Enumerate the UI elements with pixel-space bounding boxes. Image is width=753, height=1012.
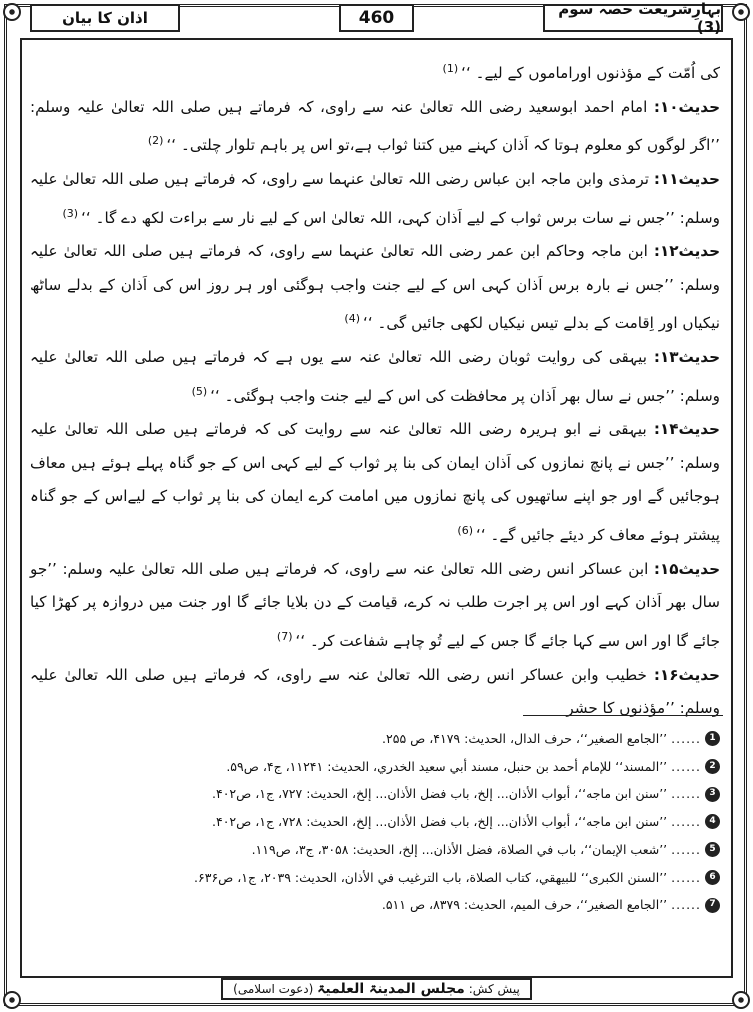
footer-box: [221, 978, 532, 1000]
footnote-reference: (1): [442, 62, 459, 75]
page-number: 460: [339, 4, 414, 32]
footnote-number: 1: [705, 731, 720, 746]
footnote-leader: ......: [671, 758, 701, 774]
hadith-paragraph: [30, 91, 720, 163]
hadith-label: حدیث۱۴:: [653, 420, 720, 439]
footer-publisher: مجلس المدینۃ العلمیۃ: [317, 981, 465, 997]
footnote-item: [30, 836, 720, 864]
hadith-label: حدیث۱۲:: [653, 242, 721, 261]
footnote-number: 5: [705, 842, 720, 857]
hadith-text: بیہقی کی روایت ثوبان رضی اللہ تعالیٰ عنہ سے یوں ہے کہ فرماتے ہیں صلی اللہ تعالیٰ علیہ وسلم: ’’جس نے سال بھر اَذان پر محافظت کی اس کے لیے جنت واجب ہوگئی۔ ‘‘: [30, 348, 720, 405]
hadith-label: حدیث۱۳:: [653, 348, 721, 366]
footnote-leader: ......: [671, 869, 701, 885]
footnote-text: ’’سنن ابن ماجه‘‘، أبواب الأذان... إلخ، باب فضل الأذان... إلخ، الحدیث: ۷۲۷، ج۱، ص۴۰۲.: [212, 786, 668, 802]
hadith-text: خطیب وابن عساکر انس رضی اللہ تعالیٰ عنہ سے راوی، کہ فرماتے ہیں صلی اللہ تعالیٰ علیہ وسلم: ’’مؤذنوں کا حشر: [30, 665, 720, 718]
footnote-item: [30, 891, 720, 919]
footnote-number: 4: [705, 814, 720, 829]
page-footer: [0, 978, 753, 1004]
footnote-item: [30, 725, 720, 753]
hadith-text: ابن عساکر انس رضی اللہ تعالیٰ عنہ سے راوی، کہ فرماتے ہیں صلی اللہ تعالیٰ علیہ وسلم: ’’جو سال بھر اَذان کہے اور اس پر اجرت طلب نہ کرے، قیامت کے دن بلایا جائے گا اور جنت میں دروازہ پر کھڑا کیا جائے گا اور اس سے کہا جائے گا جس کے لیے تُو چاہے شفاعت کر۔ ‘‘: [30, 559, 720, 650]
footnote-reference: (2): [147, 134, 164, 148]
footnote-item: [30, 864, 720, 892]
hadith-paragraph: [30, 235, 720, 341]
footnote-text: ’’الجامع الصغیر‘‘، حرف المیم، الحدیث: ۸۳۷۹، ص ۵۱۱.: [381, 897, 668, 913]
hadith-paragraph: [30, 341, 720, 413]
hadith-paragraph: [30, 52, 720, 91]
hadith-text: کی اُمّت کے مؤذنوں اوراماموں کے لیے۔ ‘‘: [461, 64, 720, 83]
hadith-text: ترمذی وابن ماجہ ابن عباس رضی اللہ تعالیٰ عنہما سے راوی، کہ فرماتے ہیں صلی اللہ تعالیٰ علیہ وسلم: ’’جس نے سات برس ثواب کے لیے اَذان کہی، اللہ تعالیٰ اس کے لیے نار سے براءت لکھ دے گا۔ ‘‘: [30, 169, 720, 227]
footnote-reference: (3): [62, 206, 79, 220]
footnote-item: [30, 808, 720, 836]
footnote-text: ’’الجامع الصغیر‘‘، حرف الدال، الحدیث: ۴۱۷۹، ص ۲۵۵.: [382, 731, 668, 746]
footnotes: [30, 725, 720, 919]
corner-ornament-top-left: [3, 3, 21, 21]
footnote-item: [30, 753, 720, 781]
footnote-number: 2: [705, 759, 720, 774]
footnote-reference: (6): [457, 524, 474, 538]
footnote-leader: ......: [671, 814, 701, 830]
hadith-paragraph: [30, 413, 720, 552]
footnote-leader: ......: [671, 897, 701, 913]
hadith-paragraph: [30, 553, 720, 659]
footnote-number: 7: [705, 898, 720, 913]
hadith-label: حدیث۱۵:: [653, 559, 721, 578]
footnote-leader: ......: [671, 731, 701, 746]
footnote-reference: (4): [344, 312, 361, 326]
book-title: بہارِشریعت حصہ سوم (3): [543, 4, 723, 32]
hadith-label: حدیث۱۱:: [653, 169, 720, 188]
footnote-text: ’’سنن ابن ماجه‘‘، أبواب الأذان... إلخ، باب فضل الأذان... إلخ، الحدیث: ۷۲۸، ج۱، ص۴۰۲.: [212, 814, 668, 830]
footnote-leader: ......: [671, 786, 701, 802]
footnote-text: ’’المسند‘‘ للإمام أحمد بن حنبل، مسند أبي سعید الخدري، الحدیث: ۱۱۲۴۱، ج۴، ص۵۹.: [226, 758, 668, 774]
footer-org: (دعوت اسلامی): [233, 982, 314, 996]
hadith-text: امام احمد ابوسعید رضی اللہ تعالیٰ عنہ سے راوی، کہ فرماتے ہیں صلی اللہ تعالیٰ علیہ وسلم: ’’اگر لوگوں کو معلوم ہوتا کہ اَذان کہنے میں کتنا ثواب ہے،تو اس پر باہم تلوار چلتی۔ ‘‘: [30, 97, 720, 155]
hadith-label: حدیث۱۶:: [653, 665, 720, 684]
page-body: [30, 52, 720, 726]
footnote-number: 6: [705, 870, 720, 885]
hadith-text: بیہقی نے ابو ہریرہ رضی اللہ تعالیٰ عنہ سے روایت کی کہ فرماتے ہیں صلی اللہ تعالیٰ علیہ وسلم: ’’جس نے پانچ نمازوں کی اَذان ایمان کی بنا پر ثواب کے لیے کہی اس کے جو گناہ پہلے ہوئے ہیں معاف ہوجائیں گے اور جو اپنے ساتھیوں کی پانچ نمازوں میں امامت کرے ایمان کی بنا پر ثواب کے لیےاس کے جو گناہ پیشتر ہوئے معاف کر دیئے جائیں گے۔ ‘‘: [30, 420, 720, 545]
footnote-reference: (7): [276, 629, 293, 643]
chapter-title: اذان کا بیان: [30, 4, 180, 32]
footnote-item: [30, 780, 720, 808]
footnote-text: ’’شعب الإیمان‘‘، باب في الصلاة، فضل الأذان... إلخ، الحدیث: ۳۰۵۸، ج۳، ص۱۱۹.: [251, 841, 668, 857]
footnote-divider: [523, 715, 723, 716]
footnote-reference: (5): [191, 384, 208, 398]
hadith-text: ابن ماجہ وحاکم ابن عمر رضی اللہ تعالیٰ عنہما سے راوی، کہ فرماتے ہیں صلی اللہ تعالیٰ علیہ وسلم: ’’جس نے بارہ برس اَذان کہی اس کے لیے جنت واجب ہوگئی اور ہر روز اس کی اَذان کے بدلے ساٹھ نیکیاں اور اِقامت کے بدلے تیس نیکیاں لکھی جائیں گی۔ ‘‘: [30, 242, 720, 333]
footnote-text: ’’السنن الکبری‘‘ للبیهقي، کتاب الصلاة، باب الترغیب في الأذان، الحدیث: ۲۰۳۹، ج۱، ص۶۳۶.: [194, 869, 668, 885]
corner-ornament-top-right: [732, 3, 750, 21]
hadith-paragraph: [30, 163, 720, 235]
hadith-label: حدیث۱۰:: [653, 97, 721, 116]
footer-presenter: پیش کش:: [468, 982, 520, 996]
footnote-number: 3: [705, 787, 720, 802]
footnote-leader: ......: [671, 841, 701, 857]
